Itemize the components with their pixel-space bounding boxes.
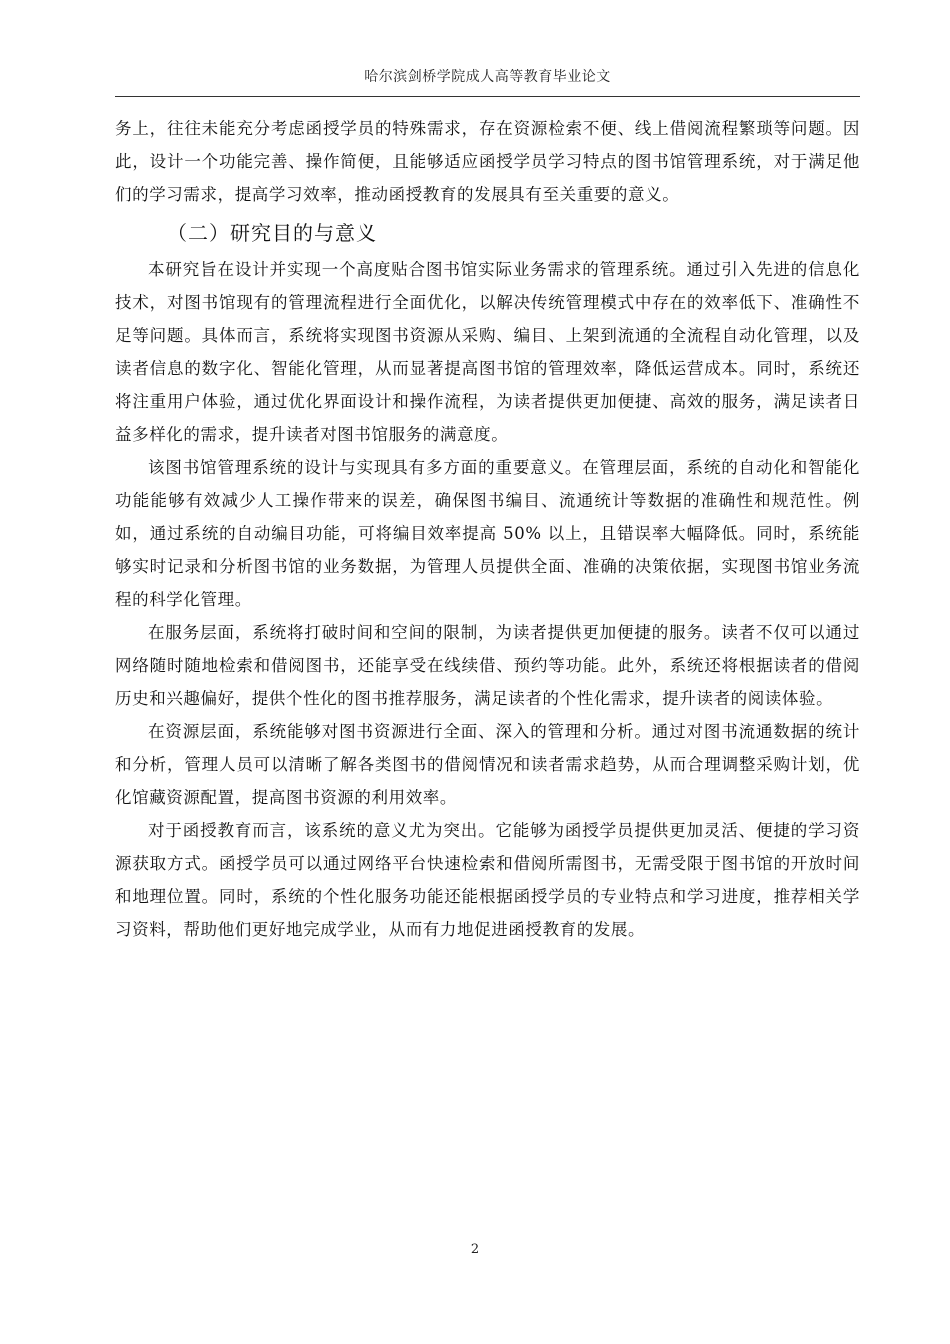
continuation-paragraph: 务上，往往未能充分考虑函授学员的特殊需求，存在资源检索不便、线上借阅流程繁琐等问题。因此，设计一个功能完善、操作简便，且能够适应函授学员学习特点的图书馆管理系统，对于满足他们的学习需求，提高学习效率，推动函授教育的发展具有至关重要的意义。	[115, 119, 860, 204]
page-number: 2	[470, 1242, 480, 1257]
paragraph-management-significance: 该图书馆管理系统的设计与实现具有多方面的重要意义。在管理层面，系统的自动化和智能化功能能够有效减少人工操作带来的误差，确保图书编目、流通统计等数据的准确性和规范性。例如，通过系统的自动编目功能，可将编目效率提高 50% 以上，且错误率大幅降低。同时，系统能够实时记录和分析图书馆的业务数据，为管理人员提供全面、准确的决策依据，实现图书馆业务流程的科学化管理。	[115, 458, 860, 609]
paragraph-service-significance: 在服务层面，系统将打破时间和空间的限制，为读者提供更加便捷的服务。读者不仅可以通过网络随时随地检索和借阅图书，还能享受在线续借、预约等功能。此外，系统还将根据读者的借阅历史和兴趣偏好，提供个性化的图书推荐服务，满足读者的个性化需求，提升读者的阅读体验。	[115, 623, 860, 708]
paragraph-correspondence-education: 对于函授教育而言，该系统的意义尤为突出。它能够为函授学员提供更加灵活、便捷的学习资源获取方式。函授学员可以通过网络平台快速检索和借阅所需图书，无需受限于图书馆的开放时间和地理位置。同时，系统的个性化服务功能还能根据函授学员的专业特点和学习进度，推荐相关学习资料，帮助他们更好地完成学业，从而有力地促进函授教育的发展。	[115, 821, 860, 939]
running-header: 哈尔滨剑桥学院成人高等教育毕业论文	[364, 69, 611, 85]
header-divider	[115, 96, 860, 97]
paragraph-resource-significance: 在资源层面，系统能够对图书资源进行全面、深入的管理和分析。通过对图书流通数据的统计和分析，管理人员可以清晰了解各类图书的借阅情况和读者需求趋势，从而合理调整采购计划，优化馆藏资源配置，提高图书资源的利用效率。	[115, 722, 860, 807]
document-body	[115, 112, 860, 946]
paragraph-research-purpose: 本研究旨在设计并实现一个高度贴合图书馆实际业务需求的管理系统。通过引入先进的信息化技术，对图书馆现有的管理流程进行全面优化，以解决传统管理模式中存在的效率低下、准确性不足等问题。具体而言，系统将实现图书资源从采购、编目、上架到流通的全流程自动化管理，以及读者信息的数字化、智能化管理，从而显著提高图书馆的管理效率，降低运营成本。同时，系统还将注重用户体验，通过优化界面设计和操作流程，为读者提供更加便捷、高效的服务，满足读者日益多样化的需求，提升读者对图书馆服务的满意度。	[115, 260, 860, 444]
section-heading: （二）研究目的与意义	[167, 221, 377, 245]
